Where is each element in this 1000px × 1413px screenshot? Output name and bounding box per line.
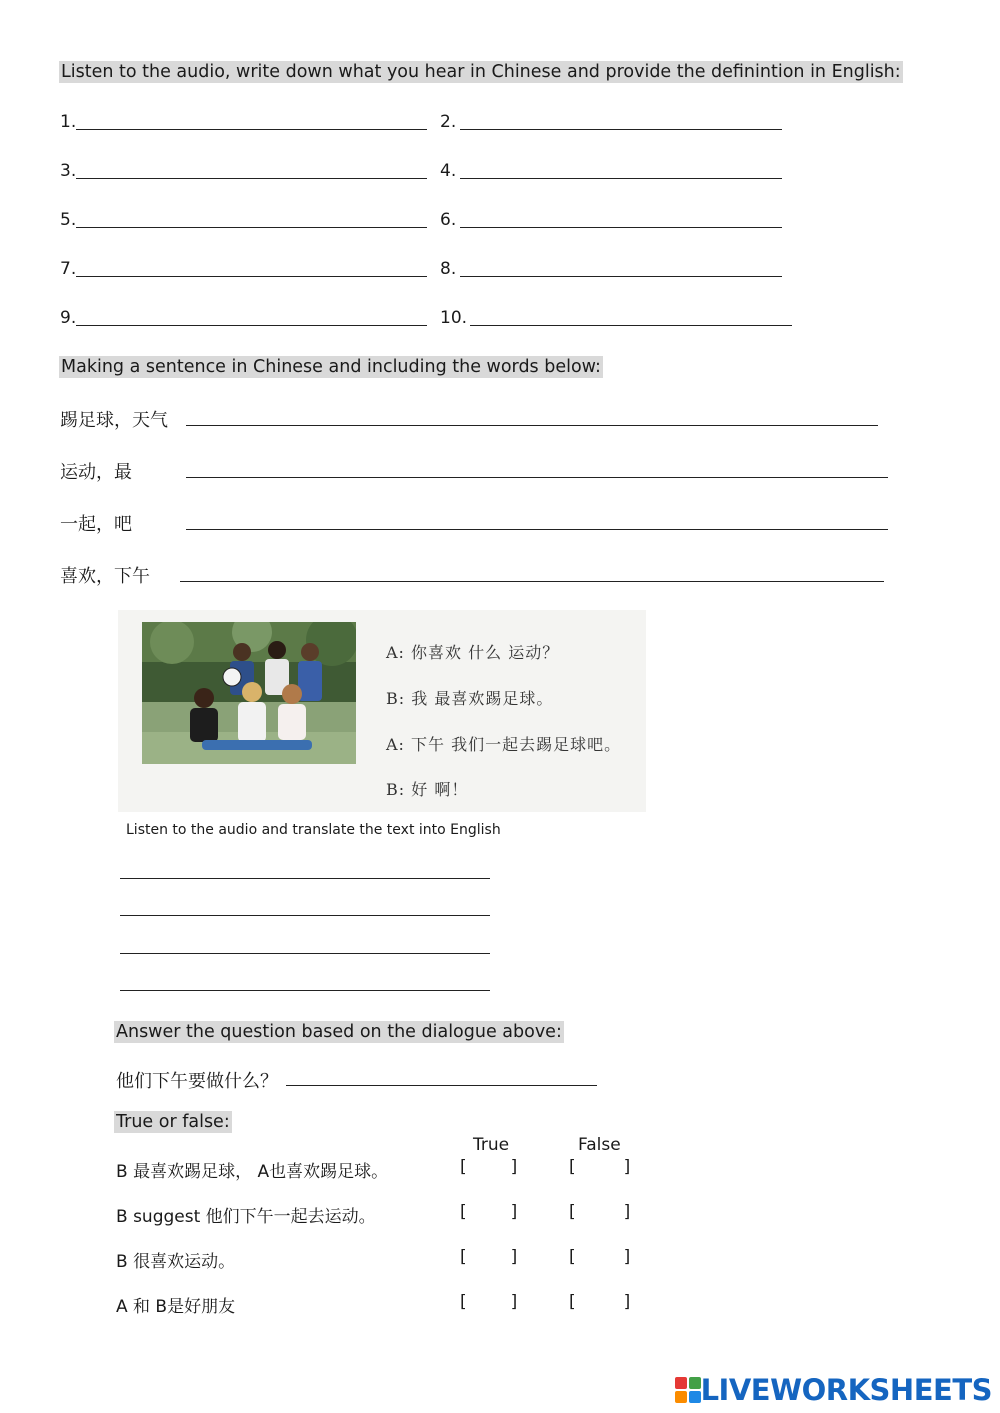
answer-line-7[interactable] bbox=[76, 276, 427, 277]
translation-line-3[interactable] bbox=[120, 953, 490, 954]
answer-line-5[interactable] bbox=[76, 227, 427, 228]
section3-instruction: Listen to the audio and translate the text into English bbox=[126, 822, 501, 838]
statement-1: B 最喜欢踢足球， A也喜欢踢足球。 bbox=[116, 1162, 389, 1182]
true-checkbox-3[interactable]: [ ] bbox=[460, 1247, 518, 1267]
translation-line-1[interactable] bbox=[120, 878, 490, 879]
false-checkbox-1[interactable]: [ ] bbox=[569, 1157, 631, 1177]
answer-line-6[interactable] bbox=[460, 227, 782, 228]
statement-2: B suggest 他们下午一起去运动。 bbox=[116, 1207, 376, 1227]
section2-instruction: Making a sentence in Chinese and including the words below: bbox=[61, 357, 601, 377]
sentence-line-2[interactable] bbox=[186, 477, 888, 478]
sentence-line-4[interactable] bbox=[180, 581, 884, 582]
answer-line-10[interactable] bbox=[470, 325, 792, 326]
liveworksheets-logo-icon bbox=[675, 1377, 701, 1403]
dialogue-line-3: A: 下午 我们一起去踢足球吧。 bbox=[386, 735, 622, 754]
translation-line-2[interactable] bbox=[120, 915, 490, 916]
dialogue-line-4: B: 好 啊！ bbox=[386, 780, 469, 799]
item-label-5: 5. bbox=[60, 210, 77, 230]
item-label-1: 1. bbox=[60, 112, 77, 132]
liveworksheets-logo-text: LIVEWORKSHEETS bbox=[700, 1373, 992, 1407]
true-checkbox-2[interactable]: [ ] bbox=[460, 1202, 518, 1222]
question-text: 他们下午要做什么？ bbox=[116, 1071, 278, 1092]
item-label-8: 8. bbox=[440, 259, 457, 279]
false-checkbox-3[interactable]: [ ] bbox=[569, 1247, 631, 1267]
prompt-1: 踢足球，天气 bbox=[60, 410, 168, 431]
answer-line-2[interactable] bbox=[460, 129, 782, 130]
section4-instruction: Answer the question based on the dialogue above: bbox=[116, 1022, 562, 1042]
prompt-2: 运动，最 bbox=[60, 462, 132, 483]
false-checkbox-4[interactable]: [ ] bbox=[569, 1292, 631, 1312]
item-label-2: 2. bbox=[440, 112, 457, 132]
item-label-3: 3. bbox=[60, 161, 77, 181]
true-checkbox-4[interactable]: [ ] bbox=[460, 1292, 518, 1312]
answer-line-9[interactable] bbox=[76, 325, 427, 326]
item-label-7: 7. bbox=[60, 259, 77, 279]
sentence-line-1[interactable] bbox=[186, 425, 878, 426]
kids-soccer-photo bbox=[142, 622, 356, 764]
item-label-9: 9. bbox=[60, 308, 77, 328]
item-label-10: 10. bbox=[440, 308, 468, 328]
answer-line-8[interactable] bbox=[460, 276, 782, 277]
prompt-4: 喜欢，下午 bbox=[60, 566, 150, 587]
liveworksheets-logo bbox=[675, 1373, 992, 1407]
answer-line-4[interactable] bbox=[460, 178, 782, 179]
section1-instruction: Listen to the audio, write down what you hear in Chinese and provide the definintion in English: bbox=[61, 62, 901, 82]
dialogue-line-1: A: 你喜欢 什么 运动？ bbox=[386, 643, 560, 662]
question-answer-line[interactable] bbox=[286, 1085, 597, 1086]
answer-line-1[interactable] bbox=[76, 129, 427, 130]
true-checkbox-1[interactable]: [ ] bbox=[460, 1157, 518, 1177]
item-label-4: 4. bbox=[440, 161, 457, 181]
section5-instruction: True or false: bbox=[116, 1112, 230, 1132]
statement-3: B 很喜欢运动。 bbox=[116, 1252, 236, 1272]
statement-4: A 和 B是好朋友 bbox=[116, 1297, 236, 1317]
answer-line-3[interactable] bbox=[76, 178, 427, 179]
true-column-header: True bbox=[473, 1135, 510, 1155]
prompt-3: 一起，吧 bbox=[60, 514, 132, 535]
false-column-header: False bbox=[578, 1135, 621, 1155]
translation-line-4[interactable] bbox=[120, 990, 490, 991]
dialogue-line-2: B: 我 最喜欢踢足球。 bbox=[386, 689, 554, 708]
false-checkbox-2[interactable]: [ ] bbox=[569, 1202, 631, 1222]
sentence-line-3[interactable] bbox=[186, 529, 888, 530]
item-label-6: 6. bbox=[440, 210, 457, 230]
